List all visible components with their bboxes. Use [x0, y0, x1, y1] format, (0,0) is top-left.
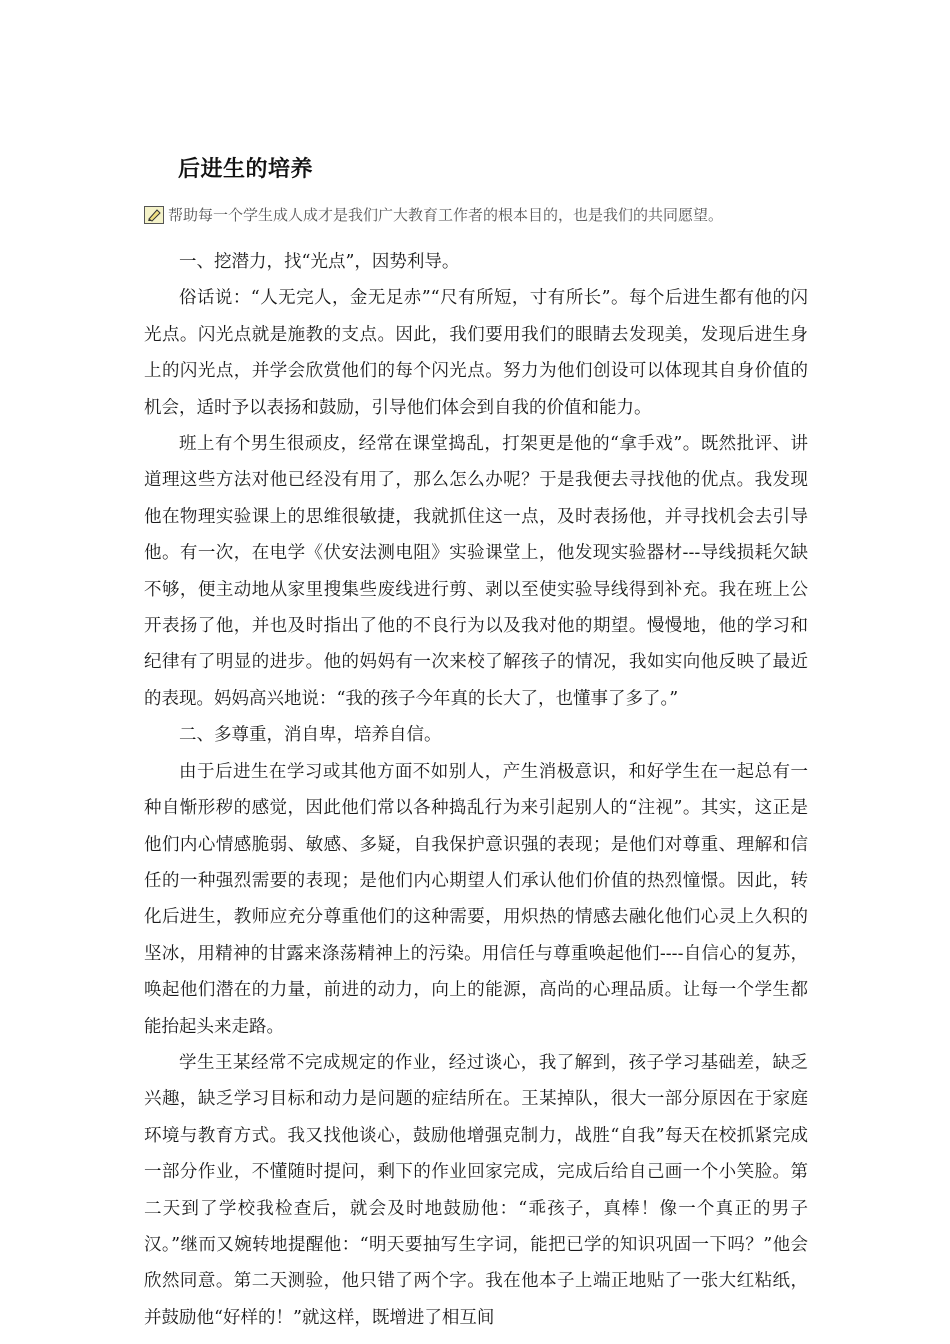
document-title: 后进生的培养	[178, 157, 314, 182]
paragraph: 俗话说：“人无完人，金无足赤”“尺有所短，寸有所长”。每个后进生都有他的闪光点。闪光点就是施教的支点。因此，我们要用我们的眼睛去发现美，发现后进生身上的闪光点，并学会欣赏他们的每个闪光点。努力为他们创设可以体现其自身价值的机会，适时予以表扬和鼓励，引导他们体会到自我的价值和能力。	[144, 288, 808, 418]
paragraph: 班上有个男生很顽皮，经常在课堂捣乱，打架更是他的“拿手戏”。既然批评、讲道理这些方法对他已经没有用了，那么怎么办呢？于是我便去寻找他的优点。我发现他在物理实验课上的思维很敏捷，我就抓住这一点，及时表扬他，并寻找机会去引导他。有一次，在电学《伏安法测电阻》实验课堂上，他发现实验器材---导线损耗欠缺不够，便主动地从家里搜集些废线进行剪、剥以至使实验导线得到补充。我在班上公开表扬了他，并也及时指出了他的不良行为以及我对他的期望。慢慢地，他的学习和纪律有了明显的进步。他的妈妈有一次来校了解孩子的情况，我如实向他反映了最近的表现。妈妈高兴地说：“我的孩子今年真的长大了，也懂事了多了。”	[144, 434, 808, 709]
summary-line	[144, 204, 824, 225]
paragraph: 由于后进生在学习或其他方面不如别人，产生消极意识，和好学生在一起总有一种自惭形秽的感觉，因此他们常以各种捣乱行为来引起别人的“注视”。其实，这正是他们内心情感脆弱、敏感、多疑，自我保护意识强的表现；是他们对尊重、理解和信任的一种强烈需要的表现；是他们内心期望人们承认他们价值的热烈憧憬。因此，转化后进生，教师应充分尊重他们的这种需要，用炽热的情感去融化他们心灵上久积的坚冰，用精神的甘露来涤荡精神上的污染。用信任与尊重唤起他们----自信心的复苏，唤起他们潜在的力量，前进的动力，向上的能源，高尚的心理品质。让每一个学生都能抬起头来走路。	[144, 761, 808, 1037]
summary-text: 帮助每一个学生成人成才是我们广大教育工作者的根本目的，也是我们的共同愿望。	[168, 206, 724, 224]
section-heading-1: 一、挖潜力，找“光点”，因势利导。	[179, 252, 460, 272]
note-icon	[144, 206, 164, 224]
section-heading-2: 二、多尊重，消自卑，培养自信。	[179, 725, 442, 746]
document-body	[144, 244, 808, 1336]
paragraph: 学生王某经常不完成规定的作业，经过谈心，我了解到，孩子学习基础差，缺乏兴趣，缺乏学习目标和动力是问题的症结所在。王某掉队，很大一部分原因在于家庭环境与教育方式。我又找他谈心，鼓励他增强克制力，战胜“自我”每天在校抓紧完成一部分作业，不懂随时提问，剩下的作业回家完成，完成后给自己画一个小笑脸。第二天到了学校我检查后，就会及时地鼓励他：“乖孩子，真棒！像一个真正的男子汉。”继而又婉转地提醒他：“明天要抽写生字词，能把已学的知识巩固一下吗？”他会欣然同意。第二天测验，他只错了两个字。我在他本子上端正地贴了一张大红粘纸，并鼓励他“好样的！”就这样，既增进了相互间	[144, 1052, 808, 1328]
